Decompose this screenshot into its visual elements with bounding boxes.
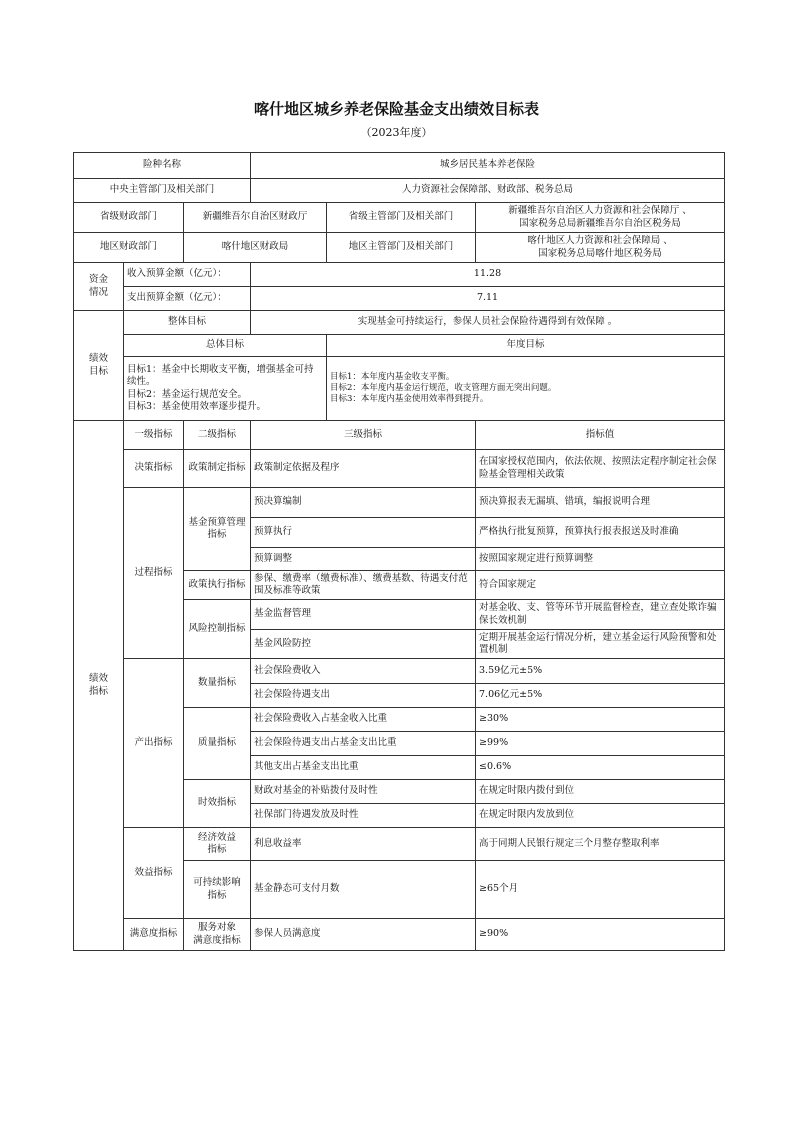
benefit-r1-level3: 利息收益率 (251, 828, 476, 861)
process-r3-value: 按照国家规定进行预算调整 (476, 548, 725, 571)
satisfaction-level1: 满意度指标 (124, 919, 184, 951)
decision-value: 在国家授权范围内，依法依规、按照法定程序制定社会保险基金管理相关政策 (476, 450, 725, 488)
table-row (74, 828, 725, 861)
prov-dept-value: 新疆维吾尔自治区人力资源和社会保障厅 、 国家税务总局新疆维吾尔自治区税务局 (476, 203, 725, 233)
indicators-label: 绩效 指标 (74, 421, 124, 951)
region-fin-value: 喀什地区财政局 (184, 233, 327, 263)
row-fund-name (74, 153, 725, 179)
sustainable-level2: 可持续影响 指标 (184, 861, 251, 919)
header-value: 指标值 (476, 421, 725, 450)
row-income (74, 263, 725, 287)
timeliness-level2: 时效指标 (184, 780, 251, 828)
output-r5-level3: 其他支出占基金支出比重 (251, 756, 476, 780)
process-level1: 过程指标 (124, 488, 184, 659)
prov-fin-label: 省级财政部门 (74, 203, 184, 233)
process-r4-value: 符合国家规定 (476, 571, 725, 600)
row-indicator-header (74, 421, 725, 450)
performance-goal-table (73, 152, 725, 951)
output-r4-value: ≥99% (476, 732, 725, 756)
satisfaction-level2: 服务对象 满意度指标 (184, 919, 251, 951)
row-provincial (74, 203, 725, 233)
prov-fin-value: 新疆维吾尔自治区财政厅 (184, 203, 327, 233)
process-r2-level3: 预算执行 (251, 518, 476, 548)
output-level1: 产出指标 (124, 659, 184, 828)
process-r6-value: 定期开展基金运行情况分析，建立基金运行风险预警和处置机制 (476, 630, 725, 659)
prov-dept-label: 省级主管部门及相关部门 (327, 203, 476, 233)
row-expense (74, 287, 725, 311)
process-r1-level3: 预决算编制 (251, 488, 476, 518)
central-dept-value: 人力资源社会保障部、财政部、税务总局 (251, 179, 725, 203)
header-level1: 一级指标 (124, 421, 184, 450)
policy-exec-level2: 政策执行指标 (184, 571, 251, 600)
decision-level1: 决策指标 (124, 450, 184, 488)
benefit-r1-value: 高于同期人民银行规定三个月整存整取利率 (476, 828, 725, 861)
goals-label: 绩效 目标 (74, 311, 124, 421)
table-row (74, 919, 725, 951)
budget-mgmt-level2: 基金预算管理 指标 (184, 488, 251, 571)
decision-level2: 政策制定指标 (184, 450, 251, 488)
overall-goal-value: 实现基金可持续运行，参保人员社会保险待遇得到有效保障 。 (251, 311, 725, 335)
decision-level3: 政策制定依据及程序 (251, 450, 476, 488)
output-r2-value: 7.06亿元±5% (476, 684, 725, 708)
annual-goal-text: 目标1：本年度内基金收支平衡。 目标2：本年度内基金运行规范，收支管理方面无突出问题。 目标3：本年度内基金使用效率得到提升。 (327, 357, 725, 421)
output-r2-level3: 社会保险待遇支出 (251, 684, 476, 708)
total-goal-header: 总体目标 (124, 335, 327, 357)
central-dept-label: 中央主管部门及相关部门 (74, 179, 251, 203)
output-r3-value: ≥30% (476, 708, 725, 732)
income-budget-value: 11.28 (251, 263, 725, 287)
document-title: 喀什地区城乡养老保险基金支出绩效目标表 (253, 100, 539, 118)
fund-name-value: 城乡居民基本养老保险 (251, 153, 725, 179)
region-dept-label: 地区主管部门及相关部门 (327, 233, 476, 263)
row-central-dept (74, 179, 725, 203)
benefit-level1: 效益指标 (124, 828, 184, 919)
process-r6-level3: 基金风险防控 (251, 630, 476, 659)
row-decision (74, 450, 725, 488)
region-dept-value: 喀什地区人力资源和社会保障局 、 国家税务总局喀什地区税务局 (476, 233, 725, 263)
output-r1-level3: 社会保险费收入 (251, 659, 476, 684)
benefit-r2-level3: 基金静态可支付月数 (251, 861, 476, 919)
funds-label: 资金 情况 (74, 263, 124, 311)
process-r2-value: 严格执行批复预算，预算执行报表报送及时准确 (476, 518, 725, 548)
expense-budget-label: 支出预算金额（亿元）： (124, 287, 251, 311)
expense-budget-value: 7.11 (251, 287, 725, 311)
output-r6-value: 在规定时限内拨付到位 (476, 780, 725, 804)
total-goal-text: 目标1：基金中长期收支平衡，增强基金可持续性。 目标2：基金运行规范安全。 目标3：基金使用效率逐步提升。 (124, 357, 327, 421)
output-r4-level3: 社会保险待遇支出占基金支出比重 (251, 732, 476, 756)
process-r3-level3: 预算调整 (251, 548, 476, 571)
output-r6-level3: 财政对基金的补贴拨付及时性 (251, 780, 476, 804)
overall-goal-label: 整体目标 (124, 311, 251, 335)
fund-name-label: 险种名称 (74, 153, 251, 179)
row-overall-goal (74, 311, 725, 335)
quantity-level2: 数量指标 (184, 659, 251, 708)
output-r1-value: 3.59亿元±5% (476, 659, 725, 684)
row-goal-text (74, 357, 725, 421)
process-r5-value: 对基金收、支、管等环节开展监督检查，建立查处欺诈骗保长效机制 (476, 600, 725, 630)
header-level3: 三级指标 (251, 421, 476, 450)
output-r7-level3: 社保部门待遇发放及时性 (251, 804, 476, 828)
process-r4-level3: 参保、缴费率（缴费标准）、缴费基数、待遇支付范围及标准等政策 (251, 571, 476, 600)
satisfaction-value: ≥90% (476, 919, 725, 951)
economic-level2: 经济效益 指标 (184, 828, 251, 861)
document-year: （2023年度） (360, 126, 433, 139)
output-r7-value: 在规定时限内发放到位 (476, 804, 725, 828)
table-row (74, 488, 725, 518)
quality-level2: 质量指标 (184, 708, 251, 780)
region-fin-label: 地区财政部门 (74, 233, 184, 263)
process-r1-value: 预决算报表无漏填、错填，编报说明合理 (476, 488, 725, 518)
annual-goal-header: 年度目标 (327, 335, 725, 357)
risk-ctrl-level2: 风险控制指标 (184, 600, 251, 659)
benefit-r2-value: ≥65个月 (476, 861, 725, 919)
output-r3-level3: 社会保险费收入占基金收入比重 (251, 708, 476, 732)
satisfaction-level3: 参保人员满意度 (251, 919, 476, 951)
header-level2: 二级指标 (184, 421, 251, 450)
output-r5-value: ≤0.6% (476, 756, 725, 780)
row-region (74, 233, 725, 263)
income-budget-label: 收入预算金额（亿元）： (124, 263, 251, 287)
row-goal-headers (74, 335, 725, 357)
process-r5-level3: 基金监督管理 (251, 600, 476, 630)
table-row (74, 659, 725, 684)
